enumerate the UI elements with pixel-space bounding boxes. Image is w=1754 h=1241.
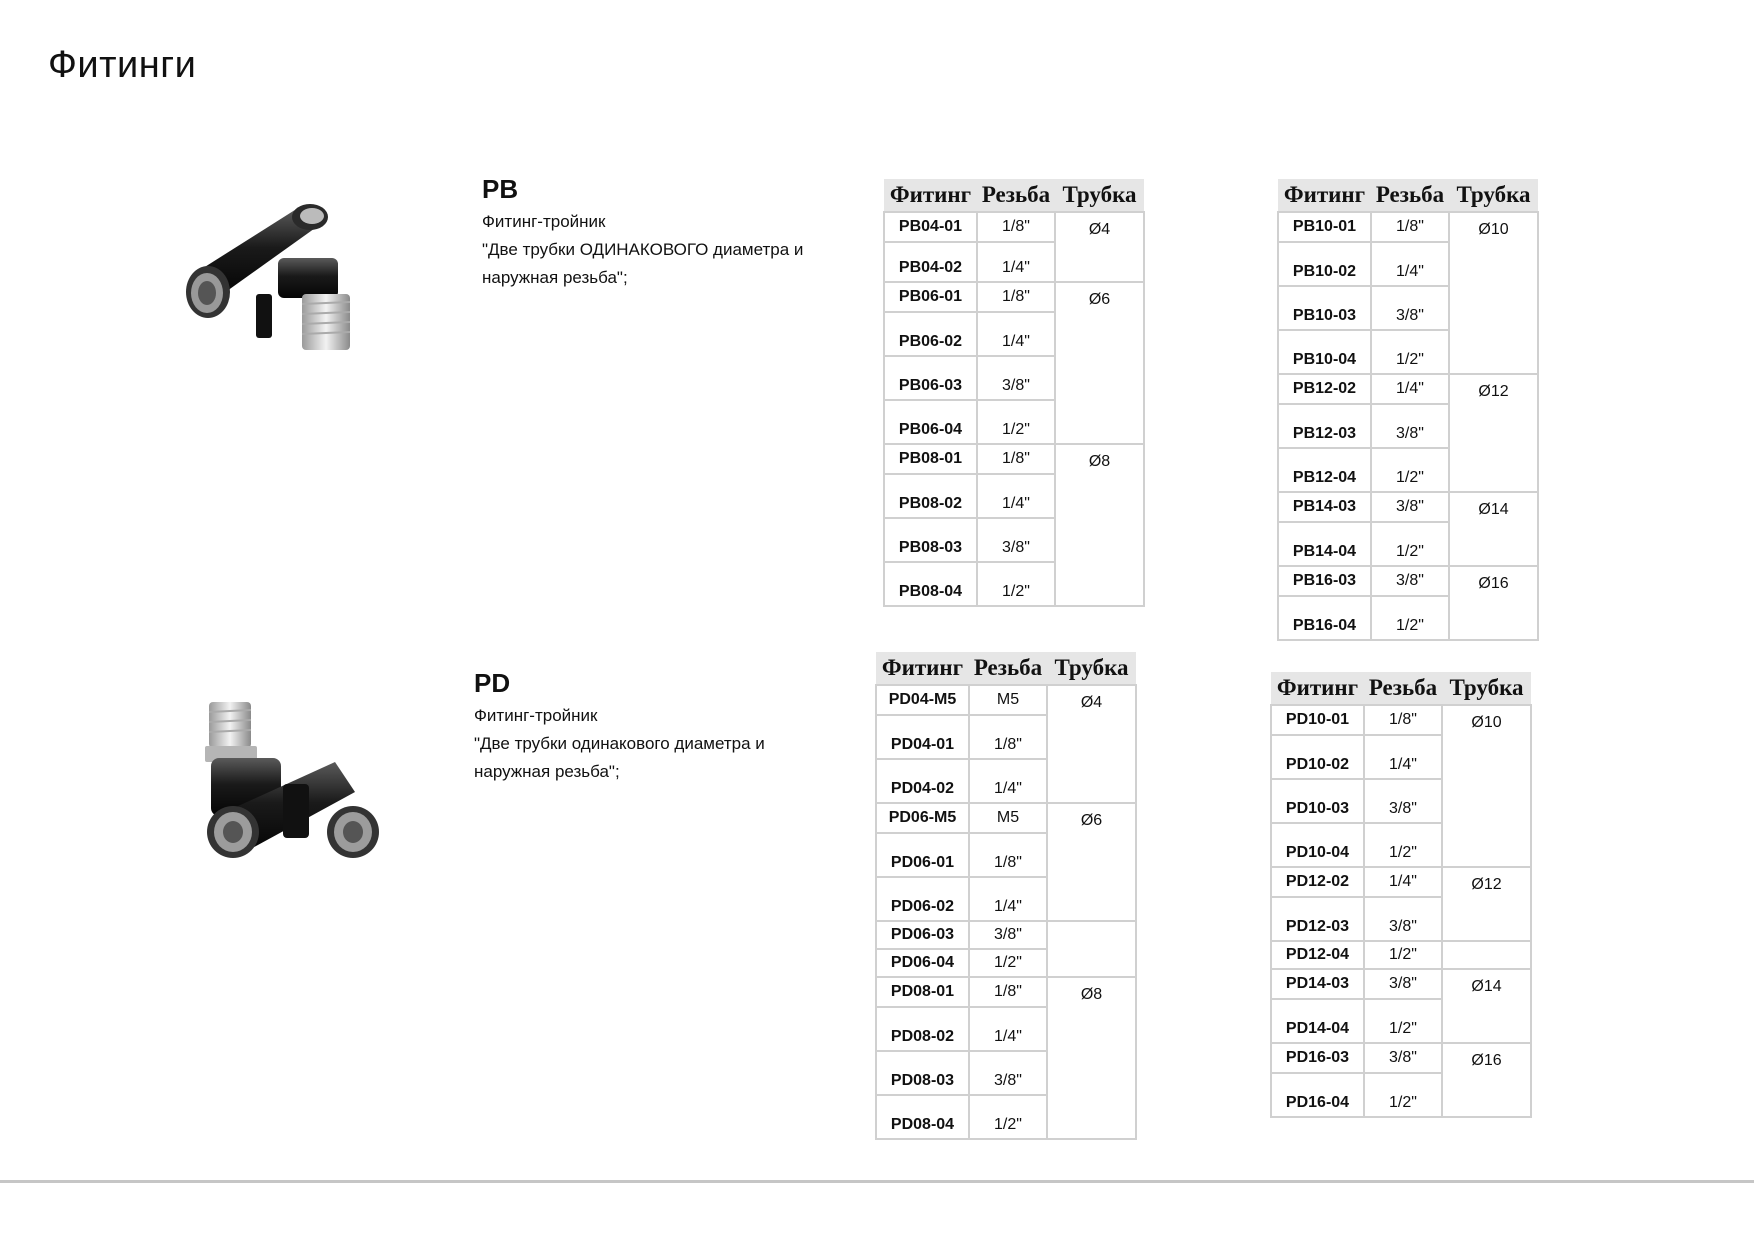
- tube-diameter: Ø4: [1055, 212, 1144, 282]
- tube-header: Трубка: [1047, 652, 1136, 685]
- tube-diameter: Ø16: [1442, 1043, 1531, 1117]
- tube-header: Трубка: [1055, 179, 1144, 212]
- thread-size: 3/8": [977, 356, 1055, 400]
- fitting-code: PB04-01: [884, 212, 977, 242]
- fitting-code: PD10-04: [1271, 823, 1364, 867]
- thread-size: 3/8": [1364, 969, 1442, 999]
- thread-size: 1/4": [969, 877, 1047, 921]
- thread-size: 1/2": [1371, 596, 1449, 640]
- fitting-code: PB06-02: [884, 312, 977, 356]
- fitting-code: PD10-02: [1271, 735, 1364, 779]
- fitting-code: PB08-03: [884, 518, 977, 562]
- fitting-code: PD08-03: [876, 1051, 969, 1095]
- footer-divider: [0, 1180, 1754, 1183]
- product-description-pb: Фитинг-тройник "Две трубки ОДИНАКОВОГО диаметра и наружная резьба";: [482, 212, 804, 287]
- thread-size: 1/2": [1364, 941, 1442, 969]
- thread-size: 3/8": [1364, 897, 1442, 941]
- thread-size: 3/8": [1371, 566, 1449, 596]
- thread-size: 1/2": [1364, 999, 1442, 1043]
- fitting-code: PB16-03: [1278, 566, 1371, 596]
- product-description-pd: Фитинг-тройник "Две трубки одинакового диаметра и наружная резьба";: [474, 706, 765, 781]
- pd-fitting-image: [205, 692, 385, 870]
- thread-size: 1/4": [1364, 735, 1442, 779]
- fitting-code: PD06-02: [876, 877, 969, 921]
- fitting-code: PB06-01: [884, 282, 977, 312]
- table-row: [1278, 566, 1538, 596]
- fitting-header: Фитинг: [884, 179, 977, 212]
- thread-header: Резьба: [1371, 179, 1449, 212]
- thread-header: Резьба: [969, 652, 1047, 685]
- page-title: Фитинги: [48, 44, 197, 86]
- thread-size: 3/8": [1371, 286, 1449, 330]
- fitting-code: PB12-03: [1278, 404, 1371, 448]
- tube-diameter: Ø10: [1449, 212, 1538, 374]
- fitting-code: PB12-02: [1278, 374, 1371, 404]
- table-row: [876, 977, 1136, 1007]
- fitting-code: PB08-02: [884, 474, 977, 518]
- fitting-code: PB10-03: [1278, 286, 1371, 330]
- thread-size: 1/8": [969, 833, 1047, 877]
- table-row: [884, 282, 1144, 312]
- fitting-code: PD08-02: [876, 1007, 969, 1051]
- tube-diameter: Ø14: [1449, 492, 1538, 566]
- spec-table-pb-large: [1277, 179, 1539, 641]
- thread-size: 1/2": [969, 949, 1047, 977]
- tube-header: Трубка: [1442, 672, 1531, 705]
- fitting-code: PD10-03: [1271, 779, 1364, 823]
- table-header-row: [876, 652, 1136, 685]
- thread-size: 3/8": [1364, 779, 1442, 823]
- thread-header: Резьба: [977, 179, 1055, 212]
- fitting-code: PB12-04: [1278, 448, 1371, 492]
- table-row: [1278, 212, 1538, 242]
- thread-size: 1/8": [977, 212, 1055, 242]
- fitting-code: PD16-04: [1271, 1073, 1364, 1117]
- fitting-code: PB14-03: [1278, 492, 1371, 522]
- tube-diameter: [1047, 921, 1136, 977]
- thread-size: 1/2": [977, 562, 1055, 606]
- fitting-code: PB10-01: [1278, 212, 1371, 242]
- thread-size: 1/4": [977, 242, 1055, 282]
- thread-size: 1/4": [1371, 242, 1449, 286]
- thread-header: Резьба: [1364, 672, 1442, 705]
- table-row: [1271, 705, 1531, 735]
- thread-size: 3/8": [1364, 1043, 1442, 1073]
- fitting-code: PD16-03: [1271, 1043, 1364, 1073]
- fitting-code: PD04-M5: [876, 685, 969, 715]
- table-row: [1271, 969, 1531, 999]
- spec-table-pb-small: [883, 179, 1145, 607]
- tube-diameter: [1442, 941, 1531, 969]
- table-row: [876, 921, 1136, 949]
- thread-size: 1/4": [969, 759, 1047, 803]
- fitting-header: Фитинг: [1278, 179, 1371, 212]
- fitting-code: PB08-01: [884, 444, 977, 474]
- fitting-code: PD12-04: [1271, 941, 1364, 969]
- thread-size: 1/2": [969, 1095, 1047, 1139]
- tube-diameter: Ø4: [1047, 685, 1136, 803]
- thread-size: 1/4": [1371, 374, 1449, 404]
- tube-diameter: Ø8: [1047, 977, 1136, 1139]
- tube-header: Трубка: [1449, 179, 1538, 212]
- fitting-code: PD04-01: [876, 715, 969, 759]
- thread-size: 1/2": [1371, 448, 1449, 492]
- thread-size: 1/8": [1364, 705, 1442, 735]
- table-row: [1271, 867, 1531, 897]
- fitting-header: Фитинг: [876, 652, 969, 685]
- table-row: [1271, 941, 1531, 969]
- fitting-code: PB10-02: [1278, 242, 1371, 286]
- pb-fitting-image: [180, 198, 380, 363]
- thread-size: 3/8": [969, 921, 1047, 949]
- fitting-code: PD12-02: [1271, 867, 1364, 897]
- table-row: [884, 212, 1144, 242]
- table-header-row: [1278, 179, 1538, 212]
- thread-size: 1/2": [1371, 330, 1449, 374]
- fitting-code: PB10-04: [1278, 330, 1371, 374]
- thread-size: 1/4": [1364, 867, 1442, 897]
- fitting-code: PD08-04: [876, 1095, 969, 1139]
- fitting-code: PD12-03: [1271, 897, 1364, 941]
- fitting-code: PD06-03: [876, 921, 969, 949]
- thread-size: 3/8": [1371, 492, 1449, 522]
- spec-table-pd-small: [875, 652, 1137, 1140]
- tube-diameter: Ø12: [1449, 374, 1538, 492]
- fitting-code: PD14-04: [1271, 999, 1364, 1043]
- thread-size: 1/4": [977, 312, 1055, 356]
- table-row: [1271, 1043, 1531, 1073]
- tube-diameter: Ø8: [1055, 444, 1144, 606]
- table-row: [876, 685, 1136, 715]
- fitting-code: PD06-M5: [876, 803, 969, 833]
- tube-diameter: Ø12: [1442, 867, 1531, 941]
- table-header-row: [1271, 672, 1531, 705]
- thread-size: 3/8": [1371, 404, 1449, 448]
- fitting-code: PB06-04: [884, 400, 977, 444]
- tube-diameter: Ø16: [1449, 566, 1538, 640]
- thread-size: 1/2": [1371, 522, 1449, 566]
- fitting-code: PB08-04: [884, 562, 977, 606]
- tube-diameter: Ø6: [1047, 803, 1136, 921]
- tube-diameter: Ø10: [1442, 705, 1531, 867]
- thread-size: 1/2": [977, 400, 1055, 444]
- product-code-pd: PD: [474, 668, 511, 698]
- thread-size: 1/2": [1364, 1073, 1442, 1117]
- fitting-code: PD10-01: [1271, 705, 1364, 735]
- thread-size: 1/8": [977, 282, 1055, 312]
- fitting-code: PD14-03: [1271, 969, 1364, 999]
- thread-size: 1/4": [969, 1007, 1047, 1051]
- spec-table-pd-large: [1270, 672, 1532, 1118]
- thread-size: 1/8": [969, 977, 1047, 1007]
- thread-size: 1/8": [977, 444, 1055, 474]
- fitting-code: PB14-04: [1278, 522, 1371, 566]
- fitting-code: PB16-04: [1278, 596, 1371, 640]
- fitting-code: PD04-02: [876, 759, 969, 803]
- fitting-code: PD06-04: [876, 949, 969, 977]
- tube-diameter: Ø6: [1055, 282, 1144, 444]
- tube-diameter: Ø14: [1442, 969, 1531, 1043]
- table-row: [876, 803, 1136, 833]
- table-row: [1278, 492, 1538, 522]
- thread-size: 1/8": [969, 715, 1047, 759]
- thread-size: 3/8": [969, 1051, 1047, 1095]
- thread-size: 1/8": [1371, 212, 1449, 242]
- fitting-code: PB04-02: [884, 242, 977, 282]
- fitting-code: PD06-01: [876, 833, 969, 877]
- thread-size: M5: [969, 803, 1047, 833]
- product-code-pb: PB: [482, 174, 519, 204]
- fitting-code: PD08-01: [876, 977, 969, 1007]
- fitting-header: Фитинг: [1271, 672, 1364, 705]
- thread-size: 3/8": [977, 518, 1055, 562]
- fitting-code: PB06-03: [884, 356, 977, 400]
- thread-size: 1/2": [1364, 823, 1442, 867]
- thread-size: 1/4": [977, 474, 1055, 518]
- table-header-row: [884, 179, 1144, 212]
- thread-size: M5: [969, 685, 1047, 715]
- table-row: [884, 444, 1144, 474]
- table-row: [1278, 374, 1538, 404]
